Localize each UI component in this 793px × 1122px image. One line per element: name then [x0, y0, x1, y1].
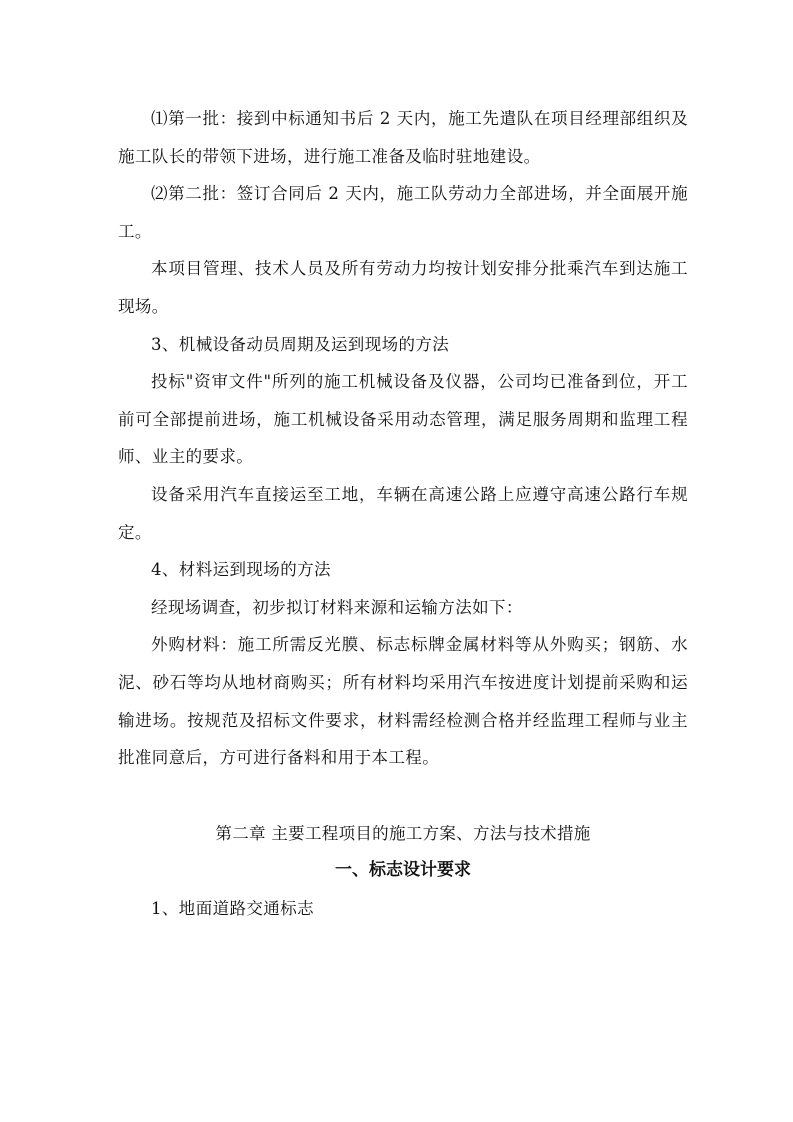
- paragraph-batch-2: ⑵第二批：签订合同后 2 天内，施工队劳动力全部进场，并全面展开施工。: [118, 184, 688, 241]
- paragraph-equipment-ready: 投标"资审文件"所列的施工机械设备及仪器，公司均已准备到位，开工前可全部提前进场，施工机械设备采用动态管理，满足服务周期和监理工程师、业主的要求。: [118, 372, 688, 467]
- chapter-title: 第二章 主要工程项目的施工方案、方法与技术措施: [215, 823, 591, 843]
- document-page: [118, 100, 688, 927]
- subsection-heading: 1、地面道路交通标志: [151, 898, 314, 918]
- paragraph-survey: 经现场调查，初步拟订材料来源和运输方法如下：: [151, 597, 523, 617]
- heading-materials-transport: 4、材料运到现场的方法: [151, 560, 331, 580]
- heading-equipment-mobilization: 3、机械设备动员周期及运到现场的方法: [151, 334, 450, 354]
- paragraph-batch-1: ⑴第一批：接到中标通知书后 2 天内，施工先遣队在项目经理部组织及施工队长的带领下进场，进行施工准备及临时驻地建设。: [118, 109, 688, 166]
- section-spacer: [118, 777, 688, 815]
- paragraph-staff-transport: 本项目管理、技术人员及所有劳动力均按计划安排分批乘汽车到达施工现场。: [118, 259, 688, 316]
- section-title: 一、标志设计要求: [335, 860, 471, 881]
- paragraph-purchased-materials: 外购材料：施工所需反光膜、标志标牌金属材料等从外购买；钢筋、水泥、砂石等均从地材商购买；所有材料均采用汽车按进度计划提前采购和运输进场。按规范及招标文件要求，材料需经检测合格并经监理工程师与业主批准同意后，方可进行备料和用于本工程。: [118, 635, 688, 768]
- paragraph-equipment-transport: 设备采用汽车直接运至工地，车辆在高速公路上应遵守高速公路行车规定。: [118, 484, 688, 542]
